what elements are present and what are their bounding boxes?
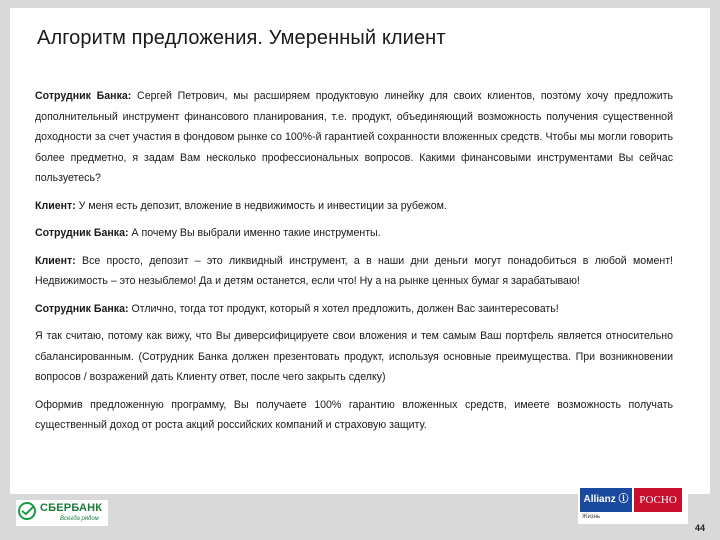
sberbank-logo: [16, 500, 108, 526]
paragraph-text: Все просто, депозит – это ликвидный инструмент, а в наши дни деньги могут понадобиться в любой момент! Недвижимость – это незыблемо! Да и детям останется, если что! Ну а на рынке ценных бумаг я зарабатываю!: [35, 254, 673, 287]
paragraph-3: [35, 223, 673, 244]
paragraph-text: Оформив предложенную программу, Вы получаете 100% гарантию вложенных средств, имеете возможность получать существенный доход от роста акций российских компаний и страховую защиту.: [35, 398, 673, 431]
slide: [10, 8, 710, 494]
speaker-label: Клиент:: [35, 199, 76, 212]
rosno-logo: РОСНО: [634, 488, 682, 512]
dialogue-body: [35, 86, 673, 443]
paragraph-5: [35, 299, 673, 320]
paragraph-7: [35, 395, 673, 436]
paragraph-text: У меня есть депозит, вложение в недвижимость и инвестиции за рубежом.: [75, 199, 447, 212]
allianz-logo: Allianz ⓘ: [580, 488, 632, 512]
paragraph-4: [35, 251, 673, 292]
speaker-label: Клиент:: [35, 254, 76, 267]
paragraph-text: Отлично, тогда тот продукт, который я хотел предложить, должен Вас заинтересовать!: [128, 302, 559, 315]
paragraph-1: [35, 86, 673, 189]
paragraph-text: А почему Вы выбрали именно такие инструменты.: [128, 227, 381, 239]
allianz-subtitle: Жизнь: [582, 514, 601, 520]
sberbank-emblem-icon: [18, 502, 36, 520]
speaker-label: Сотрудник Банка:: [35, 302, 129, 315]
paragraph-6: [35, 326, 673, 388]
page-number: 44: [695, 523, 706, 533]
paragraph-text: Я так считаю, потому как вижу, что Вы диверсифицируете свои вложения и тем самым Ваш портфель является относительно сбалансированным. (Сотрудник Банка должен презентовать продукт, используя основные преимущества. При возникновении вопросов / возражений дать Клиенту ответ, после чего закрыть сделку): [35, 330, 673, 383]
paragraph-2: [35, 196, 673, 217]
speaker-label: Сотрудник Банка:: [35, 90, 132, 102]
sberbank-tagline: Всегда рядом: [60, 516, 99, 522]
paragraph-text: Сергей Петрович, мы расширяем продуктовую линейку для своих клиентов, поэтому хочу предложить дополнительный инструмент финансового планирования, т.е. продукт, объединяющий возможность получения существенной доходности за счет участия в фондовом рынке со 100%-й гарантией сохранности вложенных средств. Чтобы мы могли говорить более предметно, я задам Вам несколько профессиональных вопросов. Какими финансовыми инструментами Вы сейчас пользуетесь?: [35, 90, 673, 184]
allianz-rosno-logo: [578, 486, 688, 524]
sberbank-name: СБЕРБАНК: [40, 502, 103, 514]
page-title: Алгоритм предложения. Умеренный клиент: [37, 27, 446, 49]
speaker-label: Сотрудник Банка:: [35, 227, 129, 239]
